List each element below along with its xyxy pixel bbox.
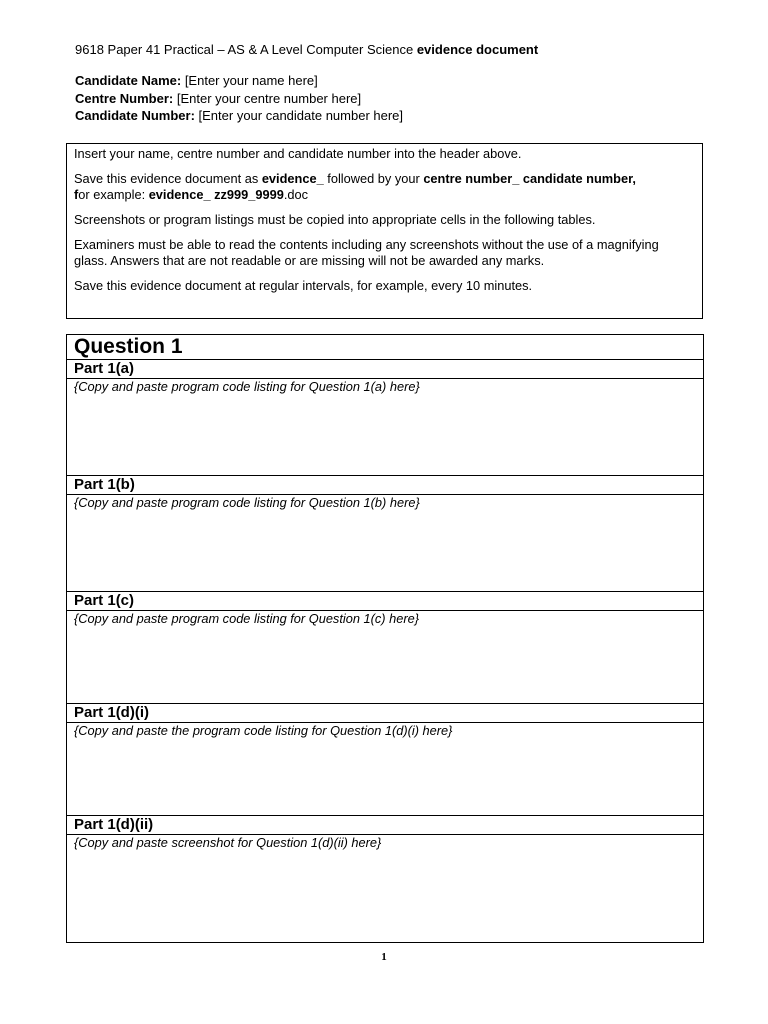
candidate-number-row bbox=[75, 107, 403, 125]
question-1-table bbox=[66, 334, 704, 943]
part-heading: Part 1(d)(ii) bbox=[67, 816, 704, 835]
candidate-name-row bbox=[75, 72, 403, 90]
centre-number-row bbox=[75, 90, 403, 108]
instruction-bold: evidence_ bbox=[261, 171, 324, 186]
instructions-box bbox=[66, 143, 703, 319]
instruction-header: Insert your name, centre number and candidate number into the header above. bbox=[74, 146, 522, 161]
candidate-number-label: Candidate Number: bbox=[75, 108, 195, 123]
instruction-save-name bbox=[74, 171, 695, 203]
example-filename: evidence_ zz999_9999 bbox=[148, 187, 284, 202]
instruction-bold: f bbox=[74, 187, 79, 202]
instruction-save-interval: Save this evidence document at regular intervals, for example, every 10 minutes. bbox=[74, 278, 533, 293]
answer-cell-1a[interactable]: {Copy and paste program code listing for Question 1(a) here} bbox=[67, 379, 704, 476]
candidate-name-label: Candidate Name: bbox=[75, 73, 182, 88]
instruction-text: followed by your bbox=[323, 171, 424, 186]
answer-cell-1c[interactable]: {Copy and paste program code listing for Question 1(c) here} bbox=[67, 611, 704, 704]
instruction-text: .doc bbox=[283, 187, 309, 202]
part-heading: Part 1(d)(i) bbox=[67, 704, 704, 723]
candidate-name-field[interactable]: [Enter your name here] bbox=[181, 73, 318, 88]
part-heading: Part 1(b) bbox=[67, 476, 704, 495]
answer-cell-1dii[interactable]: {Copy and paste screenshot for Question 1(d)(ii) here} bbox=[67, 835, 704, 943]
page-number: 1 bbox=[381, 951, 387, 963]
part-heading: Part 1(c) bbox=[67, 592, 704, 611]
answer-cell-1di[interactable]: {Copy and paste the program code listing for Question 1(d)(i) here} bbox=[67, 723, 704, 816]
header-bold-text: evidence document bbox=[416, 42, 539, 57]
answer-cell-1b[interactable]: {Copy and paste program code listing for Question 1(b) here} bbox=[67, 495, 704, 592]
centre-number-field[interactable]: [Enter your centre number here] bbox=[173, 90, 362, 106]
centre-number-label: Centre Number: bbox=[75, 90, 174, 106]
instruction-text: Save this evidence document as bbox=[74, 171, 262, 186]
instruction-screenshots: Screenshots or program listings must be copied into appropriate cells in the following tables. bbox=[74, 212, 596, 227]
document-header-line bbox=[75, 42, 538, 58]
instruction-readable: Examiners must be able to read the contents including any screenshots without the use of a magnifying glass. Answers that are not readable or are missing will not be awarded any marks. bbox=[74, 237, 659, 268]
header-prefix: 9618 Paper 41 Practical – AS & A Level Computer Science bbox=[75, 42, 417, 57]
instruction-text: or example: bbox=[78, 187, 149, 202]
part-heading: Part 1(a) bbox=[67, 360, 704, 379]
question-title: Question 1 bbox=[67, 335, 704, 360]
candidate-details bbox=[75, 72, 403, 125]
instruction-bold: centre number_ candidate number, bbox=[423, 171, 636, 186]
candidate-number-field[interactable]: [Enter your candidate number here] bbox=[194, 108, 404, 123]
